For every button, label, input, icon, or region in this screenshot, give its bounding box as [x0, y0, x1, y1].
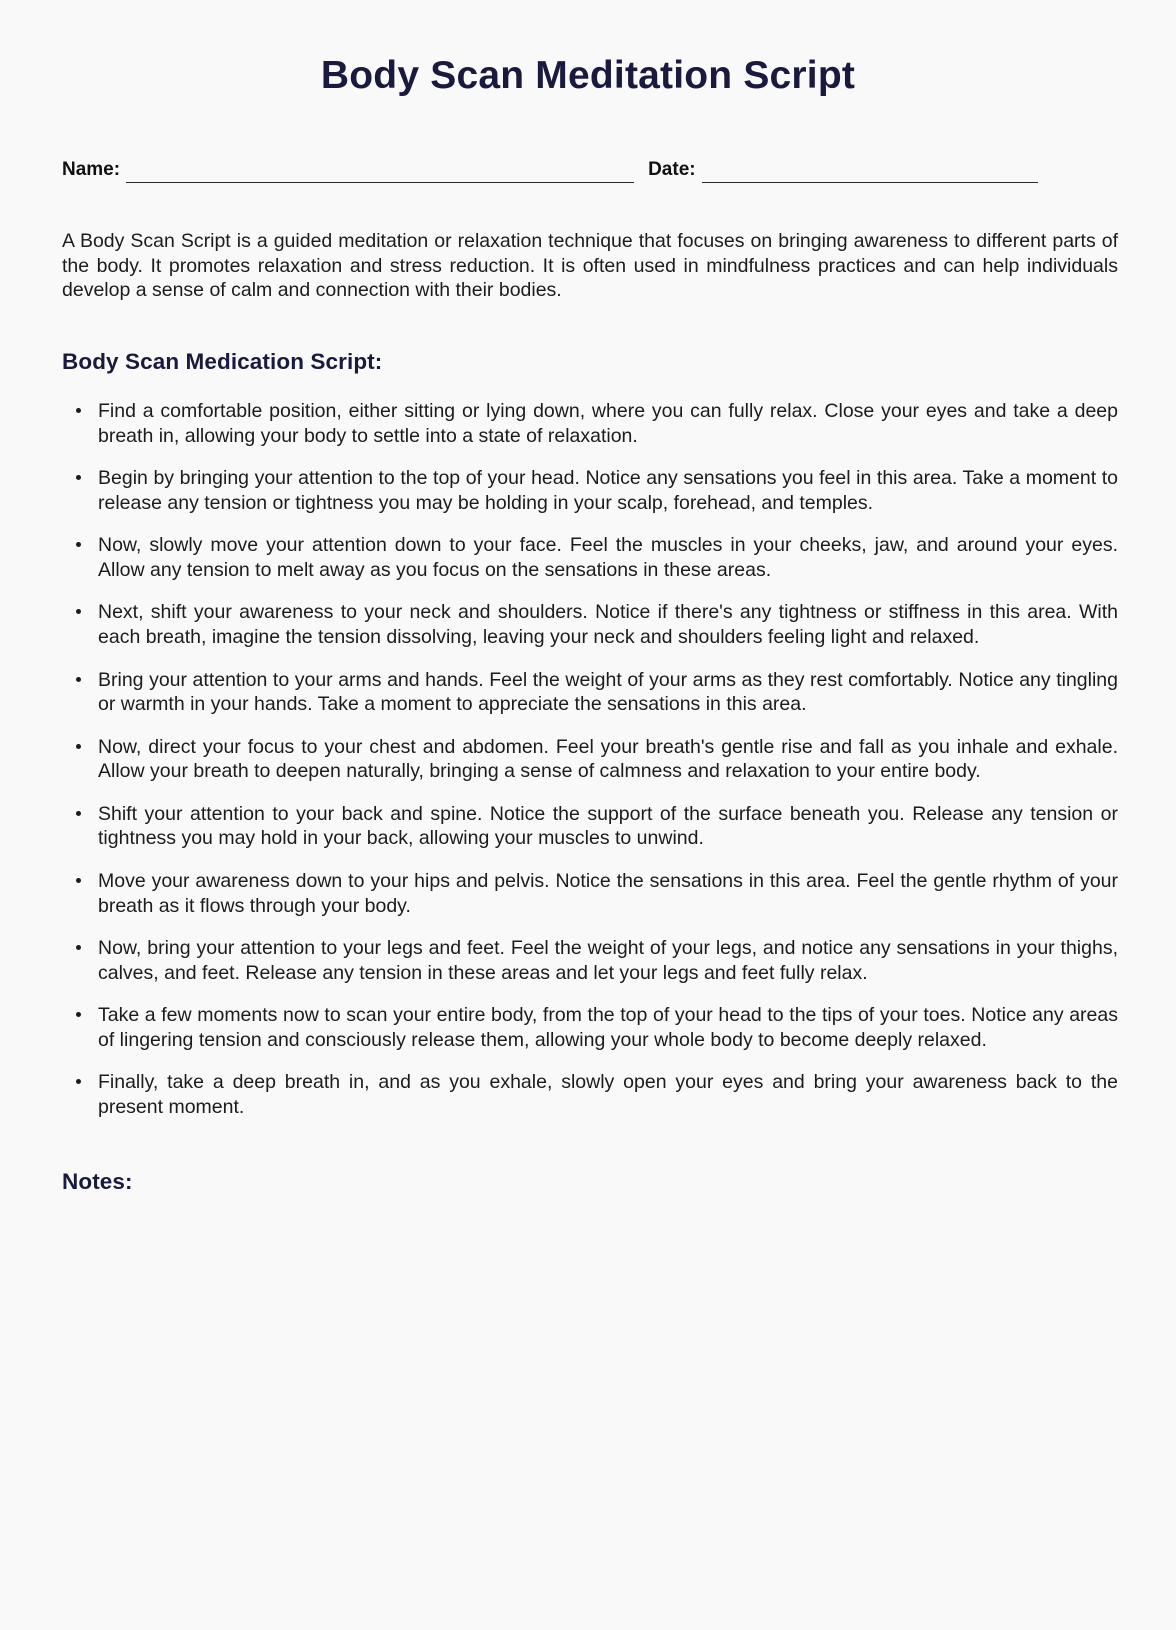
list-item — [62, 936, 1118, 985]
list-item-text: Take a few moments now to scan your entire body, from the top of your head to the tips of your toes. Notice any areas of lingering tension and consciously release them, allowing your whole body to become deeply relaxed. — [98, 1004, 1118, 1051]
date-label: Date: — [648, 158, 696, 180]
date-input-rule[interactable] — [702, 160, 1038, 183]
list-item-text: Finally, take a deep breath in, and as you exhale, slowly open your eyes and bring your awareness back to the present moment. — [98, 1071, 1118, 1118]
list-item — [62, 466, 1118, 515]
list-item — [62, 802, 1118, 851]
list-item — [62, 533, 1118, 582]
list-item-text: Bring your attention to your arms and hands. Feel the weight of your arms as they rest comfortably. Notice any tingling or warmth in your hands. Take a moment to appreciate the sensations in this area. — [98, 668, 1118, 716]
list-item-text: Now, direct your focus to your chest and abdomen. Feel your breath's gentle rise and fall as you inhale and exhale. Allow your breath to deepen naturally, bringing a sense of calmness and relaxation to your entire body. — [98, 735, 1118, 783]
list-item-text: Move your awareness down to your hips and pelvis. Notice the sensations in this area. Feel the gentle rhythm of your breath as it flows through your body. — [98, 869, 1118, 917]
bullet-icon — [76, 542, 81, 547]
notes-writing-area[interactable] — [62, 1195, 1118, 1425]
bullet-icon — [76, 408, 81, 413]
list-item — [62, 1070, 1118, 1119]
list-item-text: Next, shift your awareness to your neck and shoulders. Notice if there's any tightness or stiffness in this area. With each breath, imagine the tension dissolving, leaving your neck and shoulders feeling light and relaxed. — [98, 601, 1118, 649]
bullet-icon — [76, 744, 81, 749]
list-item — [62, 1003, 1118, 1052]
name-label: Name: — [62, 158, 121, 180]
name-date-row — [62, 99, 1118, 183]
list-item — [62, 668, 1118, 717]
name-input-rule[interactable] — [126, 160, 634, 183]
bullet-icon — [76, 878, 81, 883]
notes-heading: Notes: — [62, 1169, 133, 1195]
list-item-text: Now, bring your attention to your legs and feet. Feel the weight of your legs, and notice any sensations in your thighs, calves, and feet. Release any tension in these areas and let your legs and feet fully relax. — [98, 937, 1118, 984]
list-item — [62, 869, 1118, 918]
script-step-list — [62, 399, 1118, 1119]
bullet-icon — [76, 475, 81, 480]
bullet-icon — [76, 1012, 81, 1017]
list-item — [62, 600, 1118, 649]
bullet-icon — [76, 677, 81, 682]
page-title: Body Scan Meditation Script — [320, 54, 856, 97]
list-item — [62, 735, 1118, 784]
name-field-group — [62, 159, 634, 183]
bullet-icon — [76, 811, 81, 816]
script-section-heading: Body Scan Medication Script: — [62, 349, 383, 375]
list-item-text: Find a comfortable position, either sitting or lying down, where you can fully relax. Close your eyes and take a deep breath in, allowing your body to settle into a state of relaxation. — [98, 400, 1118, 447]
intro-paragraph: A Body Scan Script is a guided meditation or relaxation technique that focuses on bringing awareness to different parts of the body. It promotes relaxation and stress reduction. It is often used in mindfulness practices and can help individuals develop a sense of calm and connection with their bodies. — [62, 229, 1118, 302]
list-item-text: Shift your attention to your back and spine. Notice the support of the surface beneath you. Release any tension or tightness you may hold in your back, allowing your muscles to unwind. — [98, 802, 1118, 850]
date-field-group — [648, 159, 1038, 183]
bullet-icon — [76, 1079, 81, 1084]
list-item-text: Now, slowly move your attention down to your face. Feel the muscles in your cheeks, jaw, and around your eyes. Allow any tension to melt away as you focus on the sensations in these areas. — [98, 534, 1118, 581]
bullet-icon — [76, 945, 81, 950]
list-item — [62, 399, 1118, 448]
bullet-icon — [76, 609, 81, 614]
list-item-text: Begin by bringing your attention to the top of your head. Notice any sensations you feel in this area. Take a moment to release any tension or tightness you may be holding in your scalp, forehead, and temples. — [98, 467, 1118, 514]
